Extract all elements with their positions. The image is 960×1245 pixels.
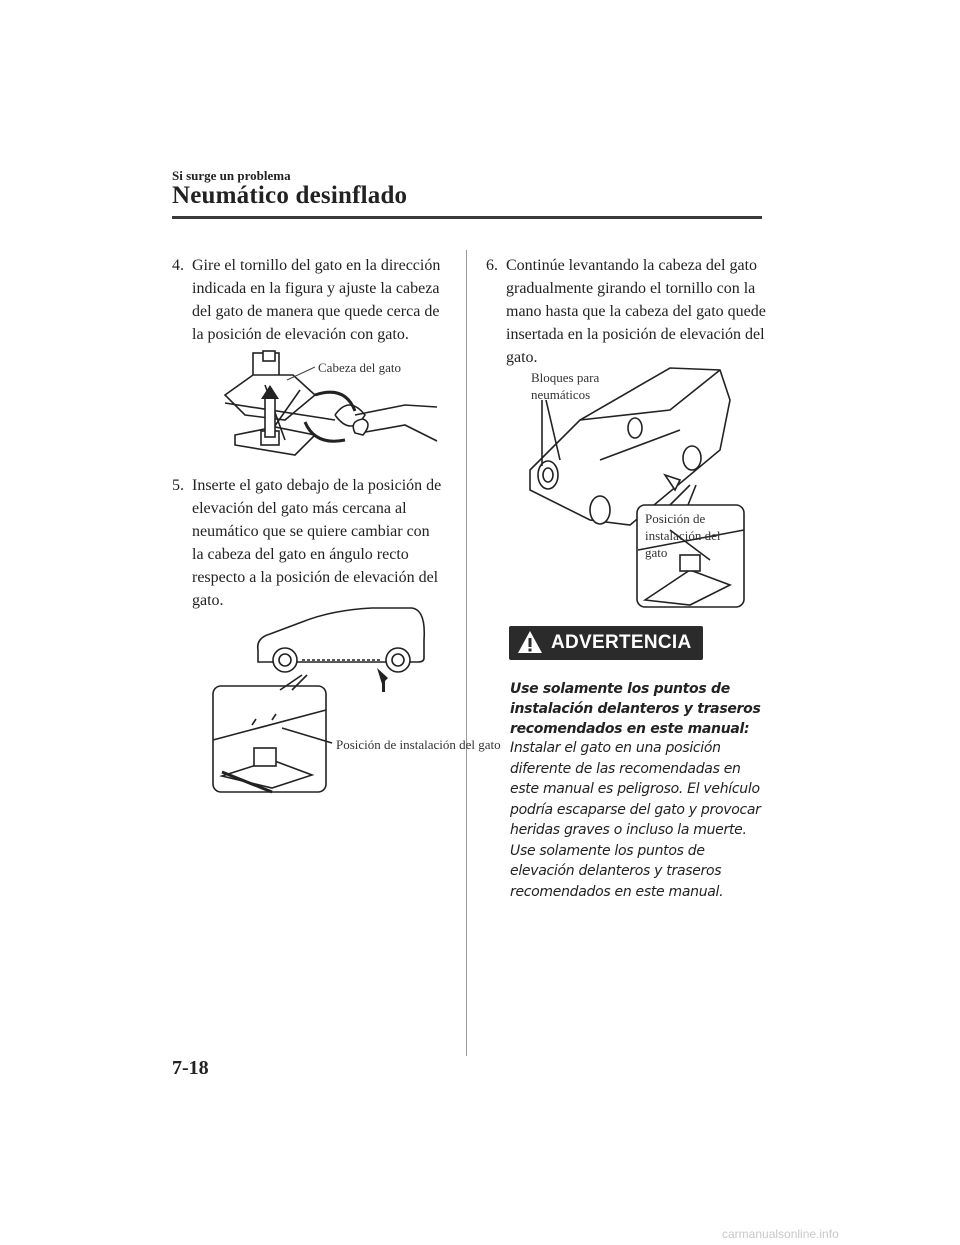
- warning-heading: Use solamente los puntos de instalación delanteros y traseros recomendados en este manual:: [510, 681, 761, 737]
- title-rule: [172, 216, 762, 219]
- step-text: Inserte el gato debajo de la posición de elevación del gato más cercana al neumático que se quiere cambiar con la cabeza del gato en ángulo recto respecto a la posición de elevación del gato.: [192, 477, 442, 609]
- jack-position-label-right: Posición de instalación del gato: [645, 511, 721, 560]
- warning-badge-label: ADVERTENCIA: [551, 632, 692, 653]
- page-title: Neumático desinflado: [172, 182, 408, 209]
- step-number: 4.: [172, 257, 184, 274]
- warning-triangle-icon: [517, 630, 545, 656]
- column-divider: [466, 250, 467, 1056]
- step-number: 5.: [172, 477, 184, 494]
- warning-body: Instalar el gato en una posición diferente de las recomendadas en este manual es peligroso. El vehículo podría escaparse del gato y provocar heridas graves o incluso la muerte. Use solamente los puntos de elevación delanteros y traseros recomendados en este manual.: [510, 740, 761, 900]
- section-label: Si surge un problema: [172, 168, 291, 183]
- page-number: 7-18: [172, 1057, 209, 1079]
- step-4: [172, 254, 444, 346]
- step-text: Gire el tornillo del gato en la dirección indicada en la figura y ajuste la cabeza del gato de manera que quede cerca de la posición de elevación con gato.: [192, 257, 441, 343]
- jack-head-label: Cabeza del gato: [318, 360, 402, 375]
- wheel-blocks-label: Bloques para neumáticos: [531, 370, 600, 402]
- warning-badge: [509, 626, 703, 660]
- step-text: Continúe levantando la cabeza del gato gradualmente girando el tornillo con la mano hasta que la cabeza del gato quede insertada en la posición de elevación del gato.: [506, 257, 766, 366]
- step-number: 6.: [486, 257, 498, 274]
- step-6: [486, 254, 766, 369]
- watermark: carmanualsonline.info: [722, 1227, 839, 1241]
- car-side-illustration: [212, 600, 432, 800]
- step-5: [172, 474, 444, 612]
- jack-position-label-left: Posición de instalación del gato: [336, 737, 501, 752]
